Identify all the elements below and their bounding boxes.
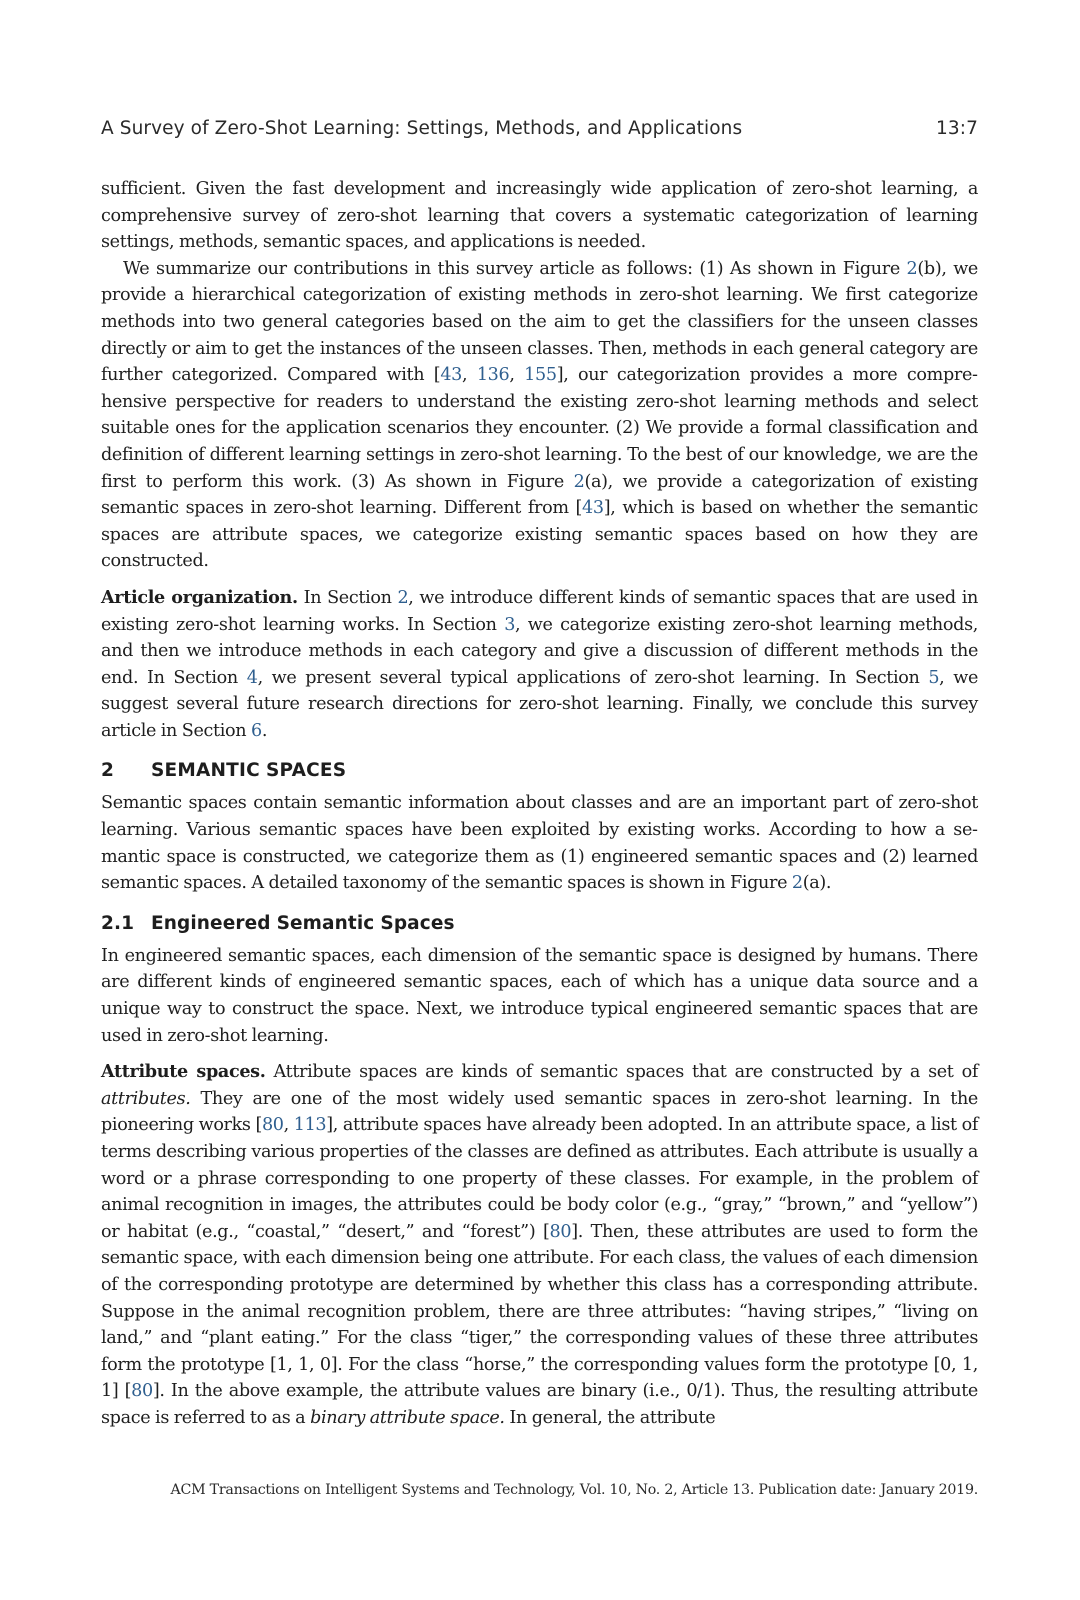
paragraph-engineered: In engineered semantic spaces, each dimension of the semantic space is designed by humans. There are different kinds of engineered semantic spaces, each of which has a unique data source and a unique way to construct the space. Next, we introduce typical engineered semantic spaces that are used in zero-shot learning.	[101, 945, 978, 1046]
section-title: SEMANTIC SPACES	[151, 760, 347, 782]
subsection-heading	[101, 911, 978, 937]
figure-link[interactable]: 2	[906, 258, 918, 279]
body-text	[101, 176, 978, 1432]
running-title: A Survey of Zero-Shot Learning: Settings, Methods, and Applications	[101, 118, 743, 139]
section-heading	[101, 758, 978, 784]
citation-link[interactable]: 43	[440, 365, 463, 386]
section-link[interactable]: 3	[504, 614, 516, 635]
section-link[interactable]: 2	[397, 587, 409, 608]
citation-link[interactable]: 80	[131, 1381, 153, 1402]
section-link[interactable]: 5	[928, 667, 940, 688]
paragraph-continuation: sufficient. Given the fast development and increasingly wide application of zero-shot learning, a comprehensive survey of zero-shot learning that covers a systematic categorization of learning settings, methods, semantic spaces, and applications is needed.	[101, 179, 978, 253]
citation-link[interactable]: 80	[261, 1115, 284, 1136]
figure-link[interactable]: 2	[791, 873, 803, 894]
section-link[interactable]: 4	[246, 667, 258, 688]
runin-heading: Attribute spaces.	[101, 1061, 266, 1083]
paragraph-article-organization: Article organization. In Section 2, we introduce different kinds of semantic spaces that are used in existing zero-shot learning works. In Section 3, we categorize existing zero-shot learning methods, and then we introduce methods in each category and give a discussion of different methods in the end. In Section 4, we present several typical applications of zero-shot learning. In Section 5, we suggest several future research directions for zero-shot learning. Finally, we conclude this survey article in Section 6.	[101, 586, 979, 741]
paragraph-attribute-spaces: Attribute spaces. Attribute spaces are kinds of semantic spaces that are constructed by a set of attributes. They are one of the most widely used semantic spaces in zero-shot learning. In the pioneering works [80, 113], attribute spaces have already been adopted. In an attribute space, a list of terms describing various properties of the classes are defined as attributes. Each attribute is usually a word or a phrase corresponding to one property of these classes. For example, in the problem of animal recognition in images, the attributes could be body color (e.g., “gray,” “brown,” and “yellow”) or habitat (e.g., “coastal,” “desert,” and “forest”) [80]. Then, these attributes are used to form the semantic space, with each dimension being one attribute. For each class, the values of each dimension of the corresponding prototype are determined by whether this class has a corresponding attribute. Suppose in the animal recognition problem, there are three attributes: “having stripes,” “living on land,” and “plant eating.” For the class “tiger,” the corresponding values of these three attributes form the prototype [1, 1, 0]. For the class “horse,” the corresponding values form the prototype [0, 1, 1] [80]. In the above example, the attribute values are binary (i.e., 0/1). Thus, the resulting attribute space is referred to as a binary attribute space. In general, the attribute	[101, 1061, 978, 1428]
citation-link[interactable]: 113	[293, 1115, 327, 1136]
page-number: 13:7	[936, 118, 978, 139]
running-header	[101, 118, 978, 144]
citation-link[interactable]: 43	[582, 498, 604, 519]
section-number: 2	[101, 760, 115, 782]
citation-link[interactable]: 80	[549, 1221, 572, 1242]
subsection-title: Engineered Semantic Spaces	[151, 912, 455, 934]
subsection-number: 2.1	[101, 912, 135, 934]
paragraph-contributions: We summarize our contributions in this survey article as follows: (1) As shown in Figure 2(b), we provide a hierarchical categorization of existing methods in zero-shot learning. We first categorize methods into two general categories based on the aim to get the classifiers for the unseen classes directly or aim to get the instances of the unseen classes. Then, methods in each general category are further categorized. Compared with [43, 136, 155], our categorization provides a more comprehensive perspective for readers to understand the existing zero-shot learning methods and select suitable ones for the application scenarios they encounter. (2) We provide a formal classification and definition of different learning settings in zero-shot learning. To the best of our knowledge, we are the first to perform this work. (3) As shown in Figure 2(a), we provide a categorization of existing semantic spaces in zero-shot learning. Different from [43], which is based on whether the semantic spaces are attribute spaces, we categorize existing semantic spaces based on how they are constructed.	[101, 258, 979, 572]
figure-link[interactable]: 2	[573, 471, 585, 492]
emphasis: binary attribute space.	[310, 1407, 505, 1428]
citation-link[interactable]: 155	[524, 365, 557, 386]
emphasis: attributes.	[101, 1088, 191, 1109]
paragraph-semantic-spaces: Semantic spaces contain semantic information about classes and are an important part of zero-shot learning. Various semantic spaces have been exploited by existing works. According to how a semantic space is constructed, we categorize them as (1) engineered semantic spaces and (2) learned semantic spaces. A detailed taxonomy of the semantic spaces is shown in Figure 2(a).	[101, 793, 978, 894]
runin-heading: Article organization.	[101, 586, 298, 608]
page-footer: ACM Transactions on Intelligent Systems and Technology, Vol. 10, No. 2, Article 13. Publication date: January 2019.	[170, 1482, 978, 1498]
section-link[interactable]: 6	[251, 720, 262, 741]
citation-link[interactable]: 136	[476, 365, 510, 386]
